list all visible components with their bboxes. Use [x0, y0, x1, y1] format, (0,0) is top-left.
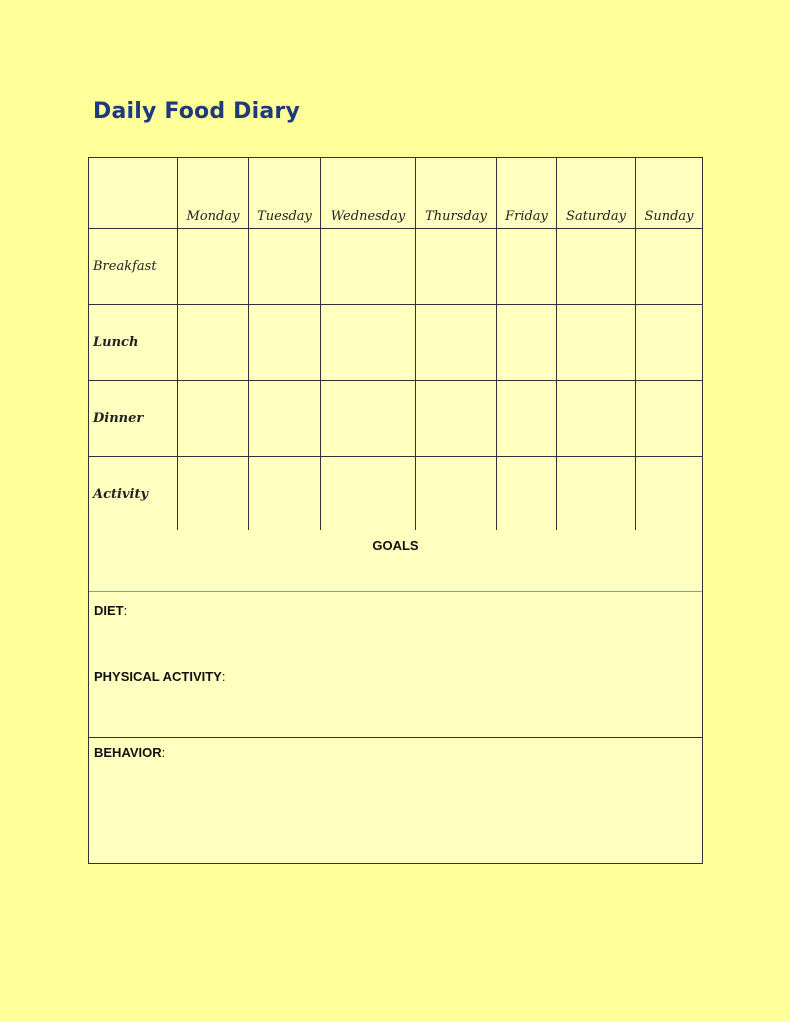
entry-cell[interactable]	[249, 305, 321, 381]
behavior-divider	[89, 737, 702, 738]
row-dinner	[89, 381, 703, 457]
entry-cell[interactable]	[416, 381, 497, 457]
entry-cell[interactable]	[178, 457, 249, 533]
entry-cell[interactable]	[321, 229, 416, 305]
entry-cell[interactable]	[249, 229, 321, 305]
corner-cell	[89, 158, 178, 229]
entry-cell[interactable]	[321, 305, 416, 381]
row-label-dinner: Dinner	[89, 381, 178, 457]
behavior-colon: :	[161, 745, 166, 760]
entry-cell[interactable]	[636, 457, 703, 533]
row-breakfast	[89, 229, 703, 305]
row-label-activity: Activity	[89, 457, 178, 533]
goals-heading: GOALS	[372, 538, 419, 553]
row-activity	[89, 457, 703, 533]
entry-cell[interactable]	[416, 305, 497, 381]
entry-cell[interactable]	[178, 381, 249, 457]
entry-cell[interactable]	[178, 305, 249, 381]
row-lunch	[89, 305, 703, 381]
header-row	[89, 158, 703, 229]
row-label-breakfast: Breakfast	[89, 229, 178, 305]
entry-cell[interactable]	[557, 457, 636, 533]
entry-cell[interactable]	[557, 229, 636, 305]
day-header-sunday: Sunday	[636, 158, 703, 229]
entry-cell[interactable]	[636, 305, 703, 381]
day-header-saturday: Saturday	[557, 158, 636, 229]
behavior-field[interactable]	[94, 745, 165, 760]
entry-cell[interactable]	[416, 457, 497, 533]
physical-activity-colon: :	[221, 669, 226, 684]
diet-label: DIET	[94, 603, 124, 618]
entry-cell[interactable]	[636, 381, 703, 457]
entry-cell[interactable]	[557, 381, 636, 457]
behavior-label: BEHAVIOR	[94, 745, 162, 760]
entry-cell[interactable]	[249, 381, 321, 457]
physical-activity-label: PHYSICAL ACTIVITY	[94, 669, 222, 684]
entry-cell[interactable]	[249, 457, 321, 533]
day-header-tuesday: Tuesday	[249, 158, 321, 229]
entry-cell[interactable]	[321, 381, 416, 457]
day-header-friday: Friday	[497, 158, 557, 229]
entry-cell[interactable]	[557, 305, 636, 381]
page-title: Daily Food Diary	[93, 99, 301, 124]
day-header-thursday: Thursday	[416, 158, 497, 229]
entry-cell[interactable]	[497, 229, 557, 305]
diet-field[interactable]	[94, 603, 127, 618]
physical-activity-field[interactable]	[94, 669, 225, 684]
day-header-monday: Monday	[178, 158, 249, 229]
day-header-wednesday: Wednesday	[321, 158, 416, 229]
entry-cell[interactable]	[636, 229, 703, 305]
goals-divider	[89, 591, 702, 592]
row-label-lunch: Lunch	[89, 305, 178, 381]
entry-cell[interactable]	[497, 457, 557, 533]
diet-colon: :	[123, 603, 128, 618]
goals-section	[88, 530, 703, 864]
entry-cell[interactable]	[178, 229, 249, 305]
entry-cell[interactable]	[497, 305, 557, 381]
entry-cell[interactable]	[497, 381, 557, 457]
food-diary-table	[88, 157, 703, 533]
entry-cell[interactable]	[321, 457, 416, 533]
entry-cell[interactable]	[416, 229, 497, 305]
